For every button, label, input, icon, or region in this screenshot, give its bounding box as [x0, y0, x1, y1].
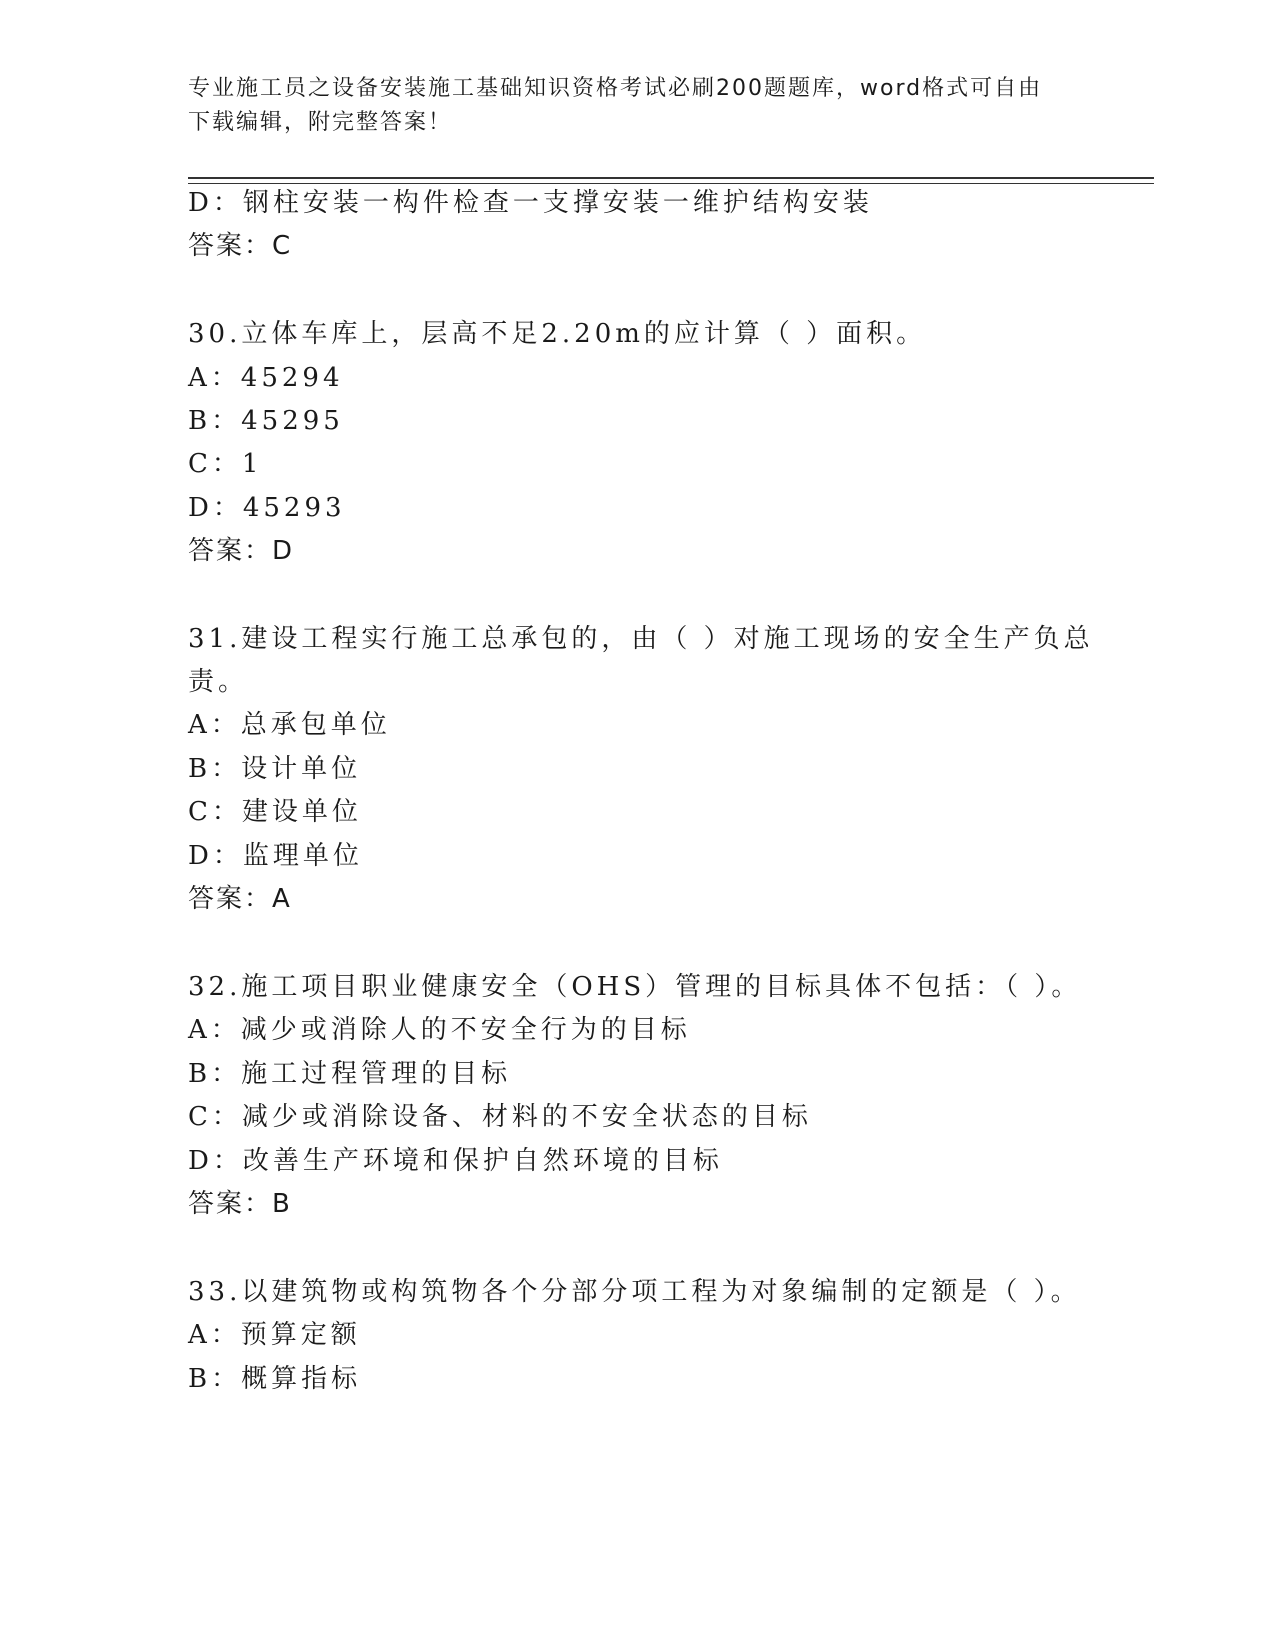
answer-line: 答案：C [188, 231, 293, 261]
question-31-option-c: C：建设单位 [188, 797, 362, 827]
question-31-option-d: D：监理单位 [188, 841, 363, 871]
question-31-stem-line-2: 责。 [188, 667, 249, 697]
question-31-option-a: A：总承包单位 [188, 710, 391, 740]
question-30-answer: 答案：D [188, 536, 295, 566]
header-rule-thick [188, 177, 1154, 179]
question-30-option-a: A：45294 [188, 363, 344, 393]
question-33-option-a: A：预算定额 [188, 1320, 361, 1350]
question-32-option-c: C：减少或消除设备、材料的不安全状态的目标 [188, 1102, 812, 1132]
question-30-stem: 30.立体车库上，层高不足2.20m的应计算（ ）面积。 [188, 319, 927, 349]
question-32-option-b: B：施工过程管理的目标 [188, 1059, 512, 1089]
question-30-option-d: D：45293 [188, 493, 346, 523]
option-d: D：钢柱安装一构件检查一支撑安装一维护结构安装 [188, 188, 873, 218]
header-line-1: 专业施工员之设备安装施工基础知识资格考试必刷200题题库，word格式可自由 [188, 76, 1043, 101]
question-31-answer: 答案：A [188, 884, 292, 914]
document-header [188, 72, 1068, 140]
question-32-answer: 答案：B [188, 1189, 292, 1219]
question-30-option-c: C：1 [188, 449, 263, 479]
question-33-option-b: B：概算指标 [188, 1364, 362, 1394]
question-32-stem: 32.施工项目职业健康安全（OHS）管理的目标具体不包括：（ ）。 [188, 972, 1082, 1002]
question-31-option-b: B：设计单位 [188, 754, 362, 784]
question-32-option-a: A：减少或消除人的不安全行为的目标 [188, 1015, 691, 1045]
question-32-option-d: D：改善生产环境和保护自然环境的目标 [188, 1146, 723, 1176]
question-30-option-b: B：45295 [188, 406, 344, 436]
question-33-stem: 33.以建筑物或构筑物各个分部分项工程为对象编制的定额是（ ）。 [188, 1277, 1081, 1307]
header-line-2: 下载编辑，附完整答案！ [188, 110, 453, 135]
question-31-stem-line-1: 31.建设工程实行施工总承包的，由（ ）对施工现场的安全生产负总 [188, 624, 1094, 654]
header-rule-thin [188, 183, 1154, 184]
